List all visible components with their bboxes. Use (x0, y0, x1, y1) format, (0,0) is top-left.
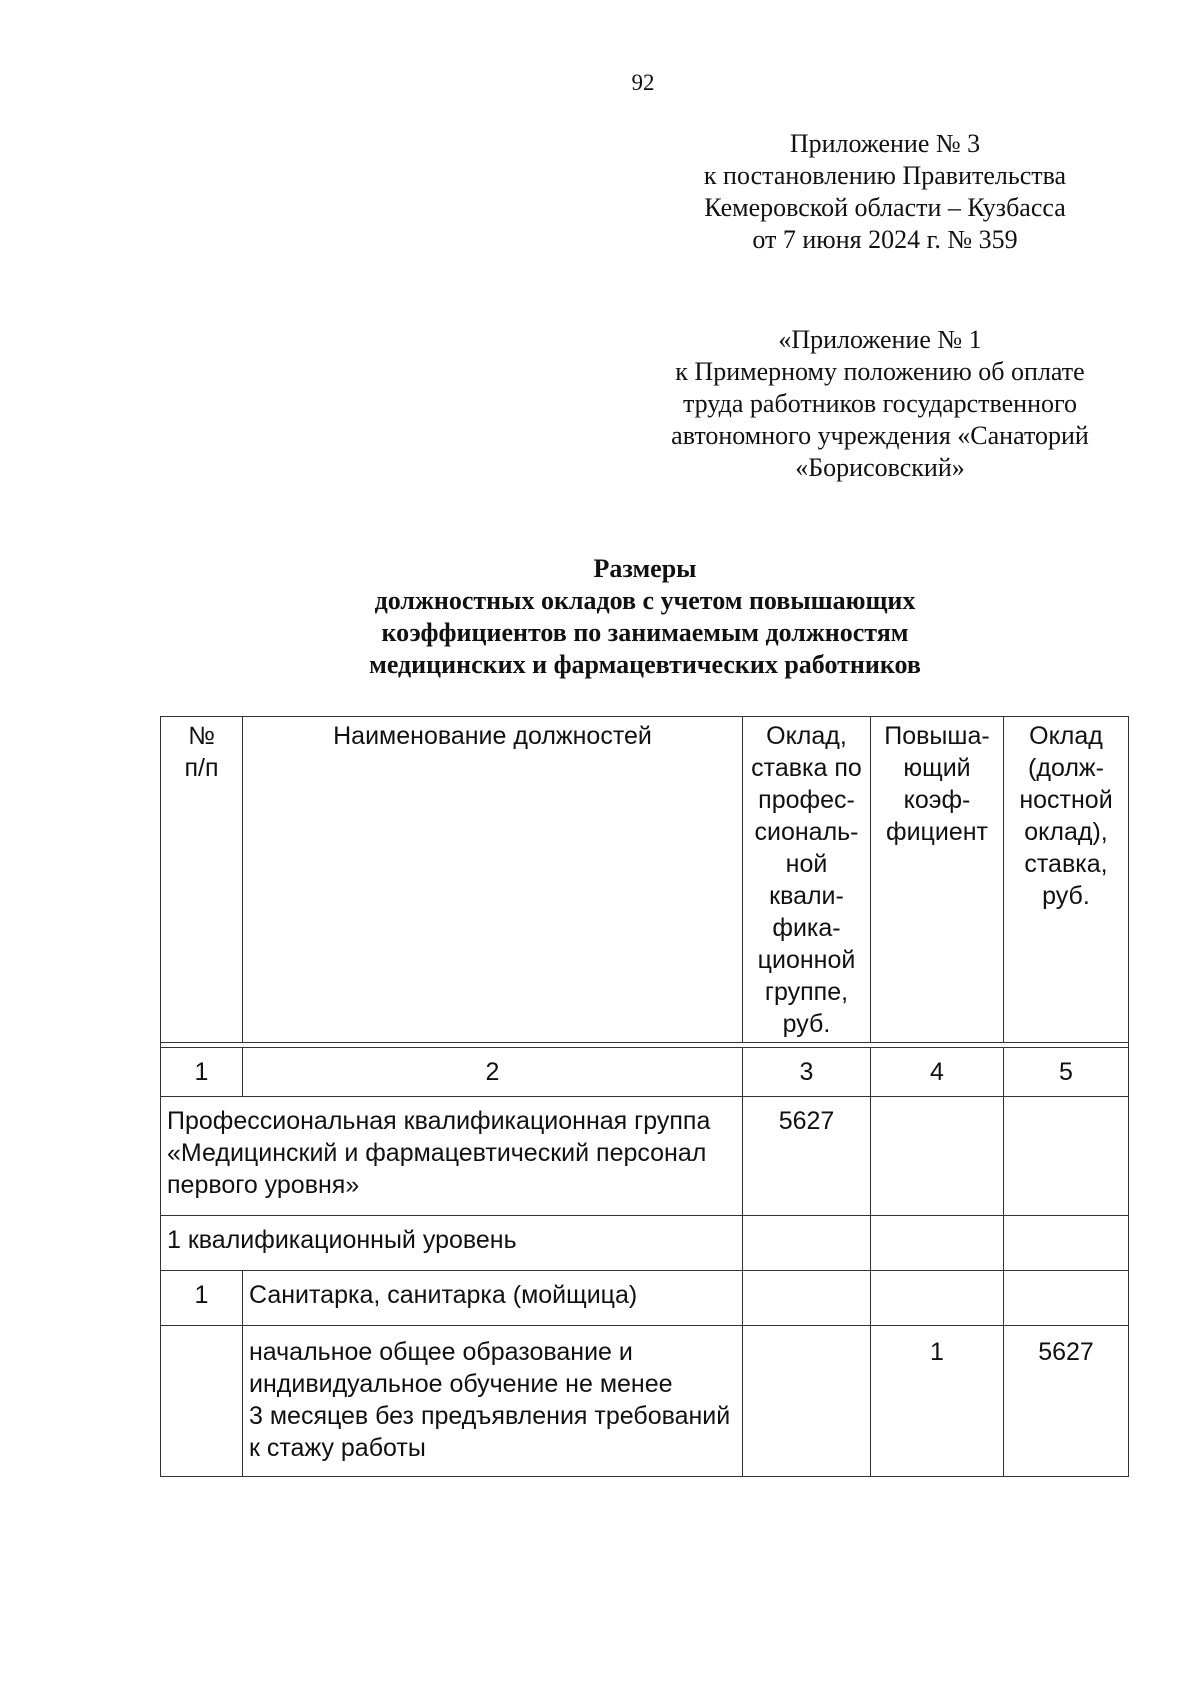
requirement-line: 3 месяцев без предъявления требований (249, 1402, 731, 1430)
requirement-line: индивидуальное обучение не менее (249, 1370, 673, 1398)
appendix-3-line: Кемеровской области – Кузбасса (704, 193, 1066, 222)
appendix-3-header (650, 128, 1120, 256)
column-number: 4 (871, 1048, 1004, 1097)
table-row-group (161, 1097, 1129, 1216)
document-title (300, 553, 990, 681)
appendix-1-line: «Борисовский» (795, 453, 965, 482)
requirement-line: начальное общее образование и (249, 1338, 633, 1366)
empty-cell (871, 1216, 1004, 1271)
requirement-coefficient-cell: 1 (871, 1326, 1004, 1477)
header-salary: Оклад (долж- ностной оклад), ставка, руб. (1004, 717, 1129, 1043)
header-num: № п/п (161, 717, 243, 1043)
empty-cell (161, 1326, 243, 1477)
empty-cell (743, 1216, 871, 1271)
level-name-cell: 1 квалификационный уровень (161, 1216, 743, 1271)
appendix-3-line: Приложение № 3 (789, 129, 981, 158)
appendix-1-line: к Примерному положению об оплате (675, 357, 1085, 386)
requirement-salary-cell: 5627 (1004, 1326, 1129, 1477)
column-number-row (161, 1048, 1129, 1097)
page-number: 92 (631, 70, 655, 95)
column-number: 3 (743, 1048, 871, 1097)
appendix-1-line: автономного учреждения «Санаторий (671, 421, 1089, 450)
title-line: медицинских и фармацевтических работников (369, 650, 921, 679)
empty-cell (1004, 1271, 1129, 1326)
appendix-3-line: к постановлению Правительства (703, 161, 1067, 190)
table-row-position (161, 1271, 1129, 1326)
title-line: должностных окладов с учетом повышающих (374, 586, 916, 615)
position-num-cell: 1 (161, 1271, 243, 1326)
title-line: Размеры (593, 554, 697, 583)
table-row-level (161, 1216, 1129, 1271)
column-number: 2 (243, 1048, 743, 1097)
empty-cell (871, 1271, 1004, 1326)
requirement-cell (243, 1326, 743, 1477)
header-position-name: Наименование должностей (243, 717, 743, 1043)
empty-cell (1004, 1097, 1129, 1216)
appendix-1-line: «Приложение № 1 (778, 325, 982, 354)
requirement-line: к стажу работы (249, 1434, 426, 1462)
empty-cell (743, 1326, 871, 1477)
header-base-salary: Оклад, ставка по профес- сиональ- ной квали- фика- ционной группе, руб. (743, 717, 871, 1043)
position-name-cell: Санитарка, санитарка (мойщица) (243, 1271, 743, 1326)
column-number: 1 (161, 1048, 243, 1097)
empty-cell (743, 1271, 871, 1326)
appendix-3-line: от 7 июня 2024 г. № 359 (752, 225, 1018, 254)
group-name-cell: Профессиональная квалификационная группа «Медицинский и фармацевтический персонал первого уровня» (161, 1097, 743, 1216)
group-base-salary-cell: 5627 (743, 1097, 871, 1216)
salary-table (160, 716, 1129, 1477)
empty-cell (1004, 1216, 1129, 1271)
header-coefficient: Повыша- ющий коэф- фициент (871, 717, 1004, 1043)
empty-cell (871, 1097, 1004, 1216)
table-row-requirement (161, 1326, 1129, 1477)
appendix-1-header (640, 324, 1120, 484)
appendix-1-line: труда работников государственного (682, 389, 1078, 418)
table-header-row (161, 717, 1129, 1043)
title-line: коэффициентов по занимаемым должностям (381, 618, 909, 647)
column-number: 5 (1004, 1048, 1129, 1097)
